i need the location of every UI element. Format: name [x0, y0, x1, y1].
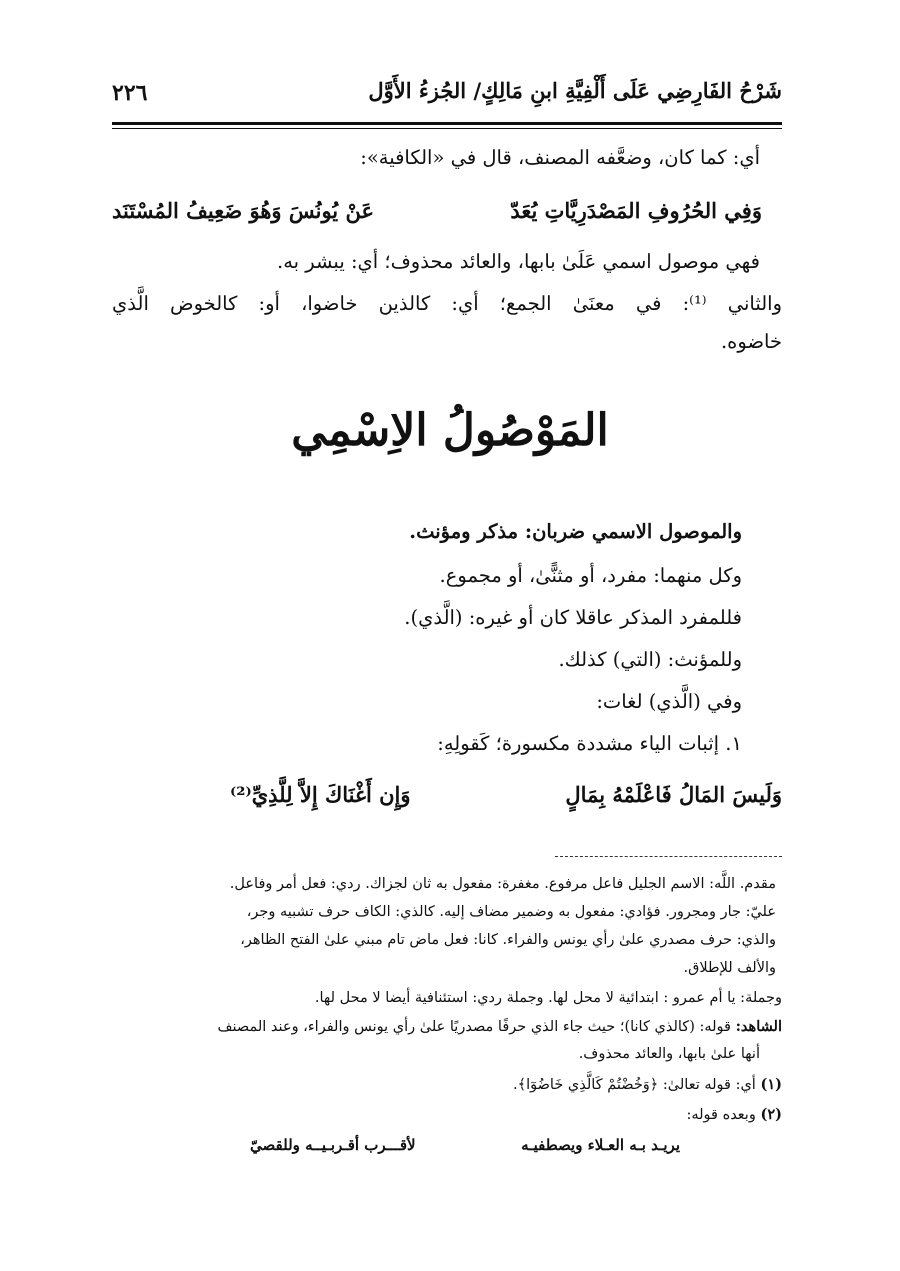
text-line: ١. إثبات الياء مشددة مكسورة؛ كَقولِهِ: [437, 732, 742, 755]
footnote-line: مقدم. اللَّه: الاسم الجليل فاعل مرفوع. مغفرة: مفعول به ثان لجزاك. ردي: فعل أمر وفاعل. [229, 876, 776, 892]
verse-hemistich-right: وَفِي الحُرُوفِ المَصْدَرِيَّاتِ يُعَدّ [510, 198, 762, 223]
footnote-line: والذي: حرف مصدري علىٰ رأي يونس والفراء. كانا: فعل ماض تام مبني علىٰ الفتح الظاهر، [240, 932, 776, 948]
footnote-line: وجملة: يا أم عمرو : ابتدائية لا محل لها. وجملة ردي: استئنافية أيضا لا محل لها. [314, 990, 782, 1006]
text-line: خاضوه. [720, 330, 782, 353]
footnote-line: عليّ: جار ومجرور. فؤادي: مفعول به وضمير مضاف إليه. كالذي: الكاف حرف تشبيه وجر، [246, 904, 776, 920]
header-rule-thick [112, 122, 782, 125]
footnote-number: (١) [760, 1076, 782, 1093]
footnote-text: وبعده قوله: [686, 1107, 761, 1123]
running-header [112, 78, 782, 118]
text-line: فللمفرد المذكر عاقلا كان أو غيره: (الَّذي). [404, 606, 742, 629]
text-line: والثاني ⁽¹⁾: في معنَىٰ الجمع؛ أي: كالذين خاضوا، أو: كالخوض الَّذي [112, 292, 782, 315]
text-line: وفي (الَّذي) لغات: [596, 690, 742, 713]
text-line: وللمؤنث: (التي) كذلك. [558, 648, 742, 671]
header-title: شَرْحُ الفَارِضِي عَلَى أَلْفِيَّةِ ابنِ مَالِكٍ/ الجُزءُ الأَوَّل [368, 78, 782, 103]
verse-hemistich-left: عَنْ يُونُسَ وَهُوَ ضَعِيفُ المُسْتَنَد [112, 198, 374, 223]
footnote-line [686, 1106, 782, 1123]
section-title: المَوْصُولُ الاِسْمِي [291, 405, 609, 456]
text-line: أي: كما كان، وضعَّفه المصنف، قال في «الكافية»: [360, 146, 760, 169]
footnote-line: والألف للإطلاق. [683, 960, 776, 976]
page-number: ٢٢٦ [112, 80, 148, 106]
text-line: وكل منهما: مفرد، أو مثنًّىٰ، أو مجموع. [439, 564, 742, 587]
text-line: والموصول الاسمي ضربان: مذكر ومؤنث. [409, 520, 742, 543]
footnote-text: أي: قوله تعالىٰ: ﴿وَخُضْتُمْ كَالَّذِي خَاضُوٓا﴾. [513, 1077, 761, 1093]
footnote-label: الشاهد: [735, 1018, 782, 1035]
footnote-line: أنها علىٰ بابها، والعائد محذوف. [578, 1046, 760, 1062]
header-rule-thin [112, 128, 782, 129]
verse-hemistich-left: وَإِن أَغْنَاكَ إِلاَّ لِلَّذِيِّ⁽²⁾ [230, 782, 411, 807]
verse-hemistich-left: لأقـــرب أقـربـيــه وللقصيّ [250, 1136, 416, 1154]
text-line: فهي موصول اسمي عَلَىٰ بابها، والعائد محذوف؛ أي: يبشر به. [277, 250, 760, 273]
verse-hemistich-right: يريـد بـه العـلاء ويصطفيـه [521, 1136, 680, 1154]
footnote-line [513, 1076, 782, 1093]
footnote-number: (٢) [760, 1106, 782, 1123]
footnote-text: قوله: (كالذي كانا)؛ حيث جاء الذي حرفًا مصدريًا علىٰ رأي يونس والفراء، وعند المصنف [217, 1019, 736, 1035]
footnote-line [218, 1018, 782, 1035]
footnote-separator [555, 856, 782, 857]
verse-hemistich-right: وَلَيسَ المَالُ فَاعْلَمْهُ بِمَالٍ [565, 782, 782, 807]
